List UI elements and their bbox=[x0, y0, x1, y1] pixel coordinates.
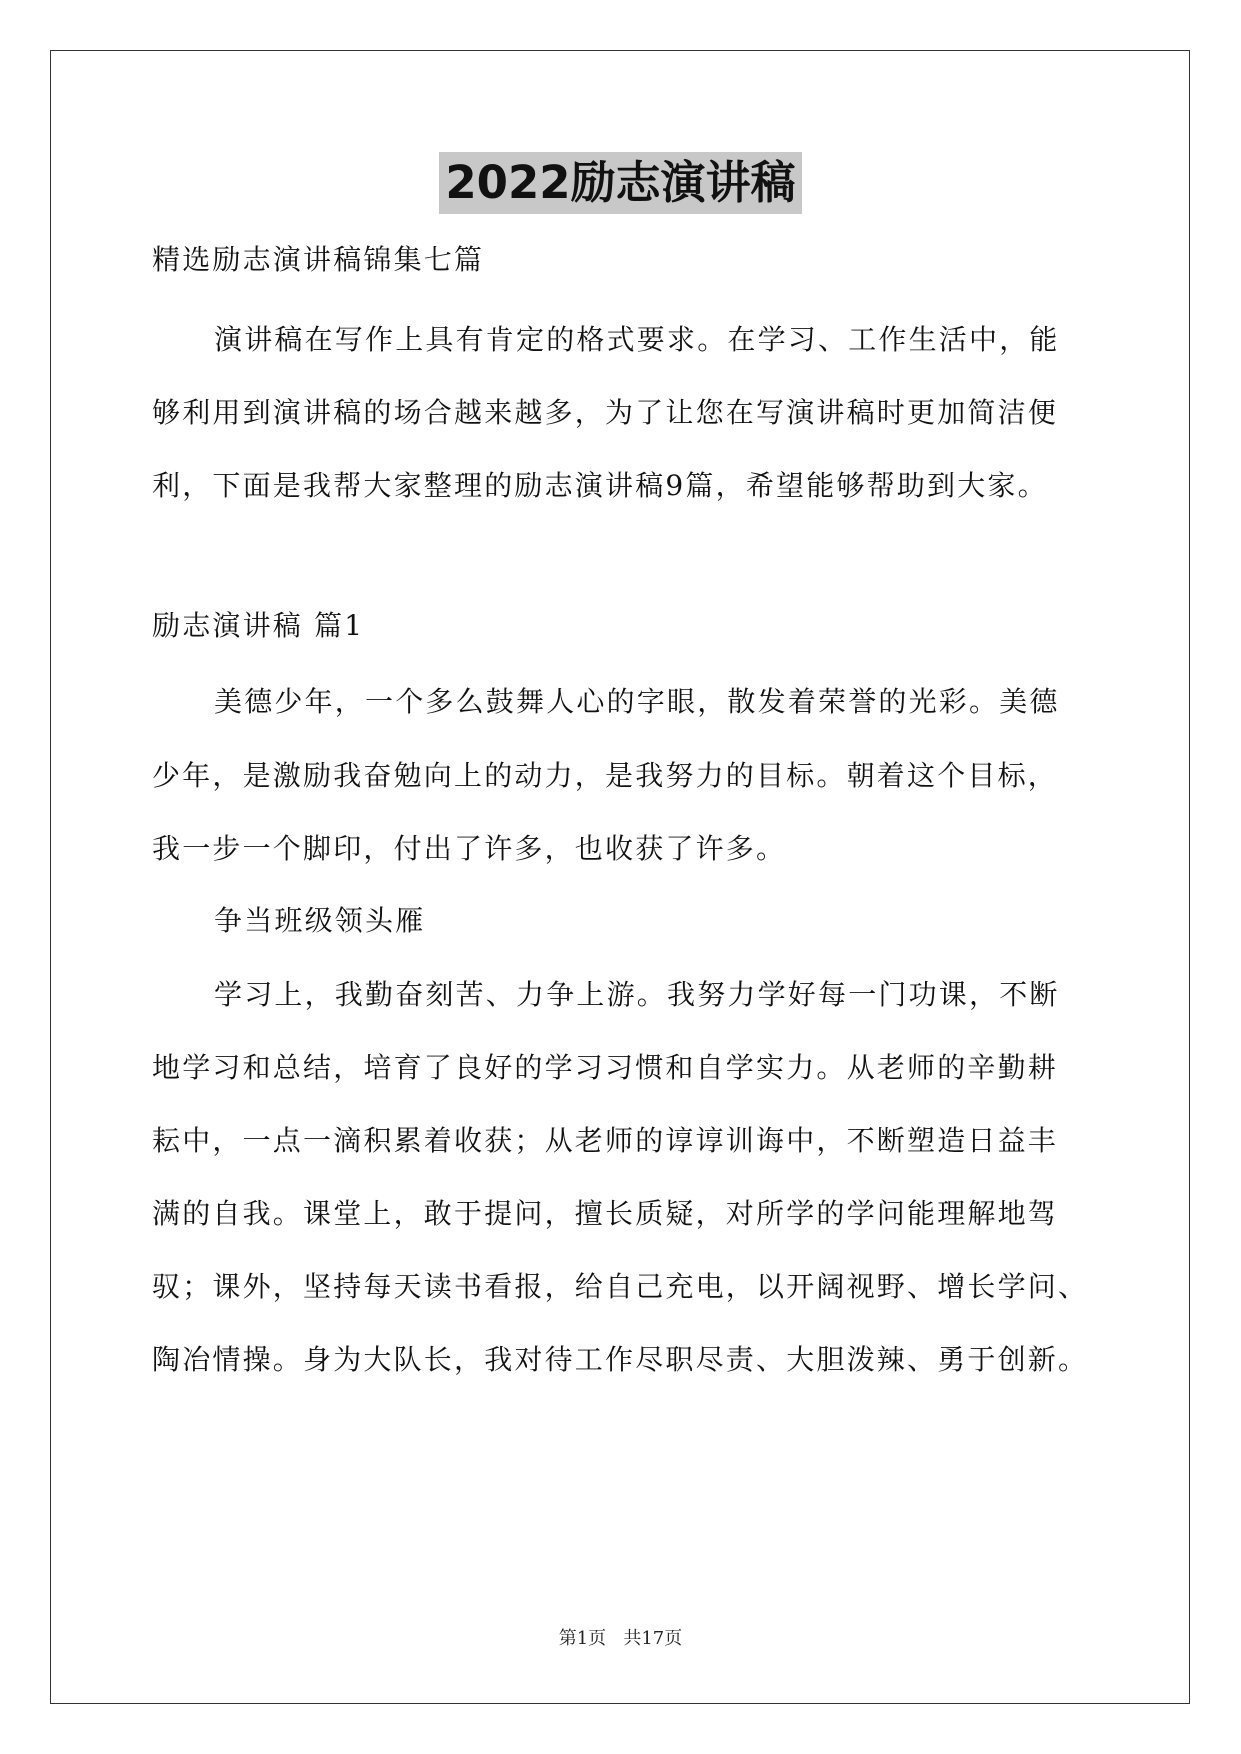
intro-line: 够利用到演讲稿的场合越来越多，为了让您在写演讲稿时更加简洁便 bbox=[152, 396, 1059, 429]
subtitle: 精选励志演讲稿锦集七篇 bbox=[152, 243, 485, 276]
document-title: 2022励志演讲稿 bbox=[439, 152, 801, 214]
paragraph-line: 驭；课外，坚持每天读书看报，给自己充电，以开阔视野、增长学问、 bbox=[152, 1270, 1089, 1303]
paragraph-line: 少年，是激励我奋勉向上的动力，是我努力的目标。朝着这个目标， bbox=[152, 759, 1059, 792]
paragraph-line: 满的自我。课堂上，敢于提问，擅长质疑，对所学的学问能理解地驾 bbox=[152, 1197, 1059, 1230]
page-border bbox=[50, 50, 1190, 1704]
paragraph-line: 我一步一个脚印，付出了许多，也收获了许多。 bbox=[152, 832, 787, 865]
intro-line: 利，下面是我帮大家整理的励志演讲稿9篇，希望能够帮助到大家。 bbox=[152, 469, 1048, 502]
section-heading: 励志演讲稿 篇1 bbox=[152, 609, 365, 642]
paragraph-line: 美德少年，一个多么鼓舞人心的字眼，散发着荣誉的光彩。美德 bbox=[214, 685, 1060, 718]
paragraph-line: 陶冶情操。身为大队长，我对待工作尽职尽责、大胆泼辣、勇于创新。 bbox=[152, 1343, 1089, 1376]
paragraph-line: 耘中，一点一滴积累着收获；从老师的谆谆训诲中，不断塑造日益丰 bbox=[152, 1124, 1059, 1157]
paragraph-line: 地学习和总结，培育了良好的学习习惯和自学实力。从老师的辛勤耕 bbox=[152, 1051, 1059, 1084]
paragraph-line: 学习上，我勤奋刻苦、力争上游。我努力学好每一门功课，不断 bbox=[214, 978, 1060, 1011]
intro-line: 演讲稿在写作上具有肯定的格式要求。在学习、工作生活中，能 bbox=[214, 323, 1060, 356]
sub-heading: 争当班级领头雁 bbox=[214, 904, 426, 937]
page-footer: 第1页 共17页 bbox=[558, 1628, 683, 1649]
title-block bbox=[0, 152, 1241, 214]
